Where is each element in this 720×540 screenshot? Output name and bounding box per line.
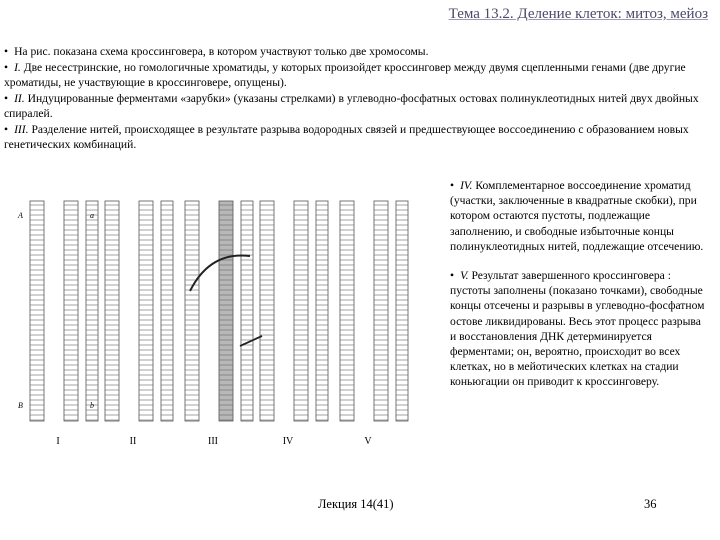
chromatid-strand	[86, 201, 98, 421]
page-number: 36	[644, 497, 657, 511]
bullet-text: Комплементарное воссоединение хроматид (участки, заключенные в квадратные скобки), при котором остаются пустоты, подлежащие заполнению, и свободные избыточные концы полинуклеотидных нитей, подлежащие отсечению.	[450, 179, 704, 253]
strand-outline	[219, 201, 233, 421]
strand-outline	[64, 201, 78, 421]
strand-outline	[86, 201, 98, 421]
bullet-item	[4, 122, 704, 152]
bullet-dot: •	[450, 269, 455, 283]
strand-outline	[340, 201, 354, 421]
chromatid-strand	[64, 201, 78, 421]
strand-outline	[161, 201, 173, 421]
chromatid-strand	[30, 201, 44, 421]
strand-outline	[185, 201, 199, 421]
bullet-dot: •	[4, 92, 9, 105]
lecture-label: Лекция 14(41)	[318, 497, 394, 511]
bullet-dot: •	[4, 45, 9, 58]
strand-outline	[30, 201, 44, 421]
bullet-text: Результат завершенного кроссинговера : пустоты заполнены (показано точками), свободные концы отсечены и разрывы в углеводно-фосфатном остове ликвидированы. Весь этот процесс разрыва и восстановления ДНК детерминируется ферментами; он, вероятно, происходит во всех клетках, но в мейотических клетках на стадии коньюгации он приводит к кроссинговеру.	[450, 269, 705, 389]
right-bullet-list	[450, 178, 705, 404]
stage-numeral: II.	[14, 92, 25, 105]
chromatid-strand	[105, 201, 119, 421]
stage-numeral: IV.	[460, 179, 473, 192]
bullet-text: Разделение нитей, происходящее в результате разрыва водородных связей и предшествующее воссоединению с образованием новых генетических комбинаций.	[4, 123, 689, 151]
strand-outline	[316, 201, 328, 421]
bullet-dot: •	[4, 123, 9, 136]
strand-outline	[105, 201, 119, 421]
bullet-item	[450, 268, 705, 390]
stage-numeral: V.	[460, 269, 469, 283]
gene-label: a	[90, 211, 94, 220]
stage-label: I	[56, 436, 60, 447]
chromatid-strand	[185, 201, 199, 421]
gene-label: A	[18, 211, 23, 220]
strand-outline	[294, 201, 308, 421]
chromatid-strand	[294, 201, 308, 421]
bullet-item	[4, 91, 704, 121]
chromatid-strand	[260, 201, 274, 421]
crossing-over-diagram	[10, 196, 440, 456]
stage-label: IV	[282, 436, 294, 447]
bullet-dot: •	[450, 179, 455, 192]
chromatid-strand	[396, 201, 408, 421]
strand-outline	[260, 201, 274, 421]
chromatid-strand	[374, 201, 388, 421]
strand-outline	[241, 201, 253, 421]
gene-label: b	[90, 401, 94, 410]
bullet-dot: •	[4, 61, 9, 74]
stage-label: V	[364, 436, 372, 447]
bullet-item	[4, 60, 704, 90]
strand-outline	[396, 201, 408, 421]
strand-outline	[139, 201, 153, 421]
bullet-text: Две несестринские, но гомологичные хроматиды, у которых произойдет кроссинговер между двумя сцепленными генами (две другие хроматиды, не участвующие в кроссинговере, опущены).	[4, 61, 686, 89]
chromatid-strand	[219, 201, 233, 421]
intro-bullet-list	[4, 44, 704, 153]
chromatid-strand	[316, 201, 328, 421]
bullet-text: На рис. показана схема кроссинговера, в котором участвуют только две хромосомы.	[14, 45, 429, 58]
chromatid-strand	[161, 201, 173, 421]
bullet-item	[450, 178, 705, 254]
stage-label: II	[129, 436, 137, 447]
chromatid-strands	[30, 201, 408, 421]
slide-title: Тема 13.2. Деление клеток: митоз, мейоз	[448, 6, 708, 22]
gene-label: B	[18, 401, 23, 410]
stage-label: III	[208, 436, 218, 447]
bullet-item	[4, 44, 704, 59]
stage-numeral: I.	[14, 61, 21, 74]
strand-outline	[374, 201, 388, 421]
chromatid-strand	[340, 201, 354, 421]
stage-numeral: III.	[14, 123, 29, 136]
chromatid-strand	[241, 201, 253, 421]
chromatid-strand	[139, 201, 153, 421]
bullet-text: Индуцированные ферментами «зарубки» (указаны стрелками) в углеводно-фосфатных остовах полинуклеотидных нитей двух двойных спиралей.	[4, 92, 699, 120]
